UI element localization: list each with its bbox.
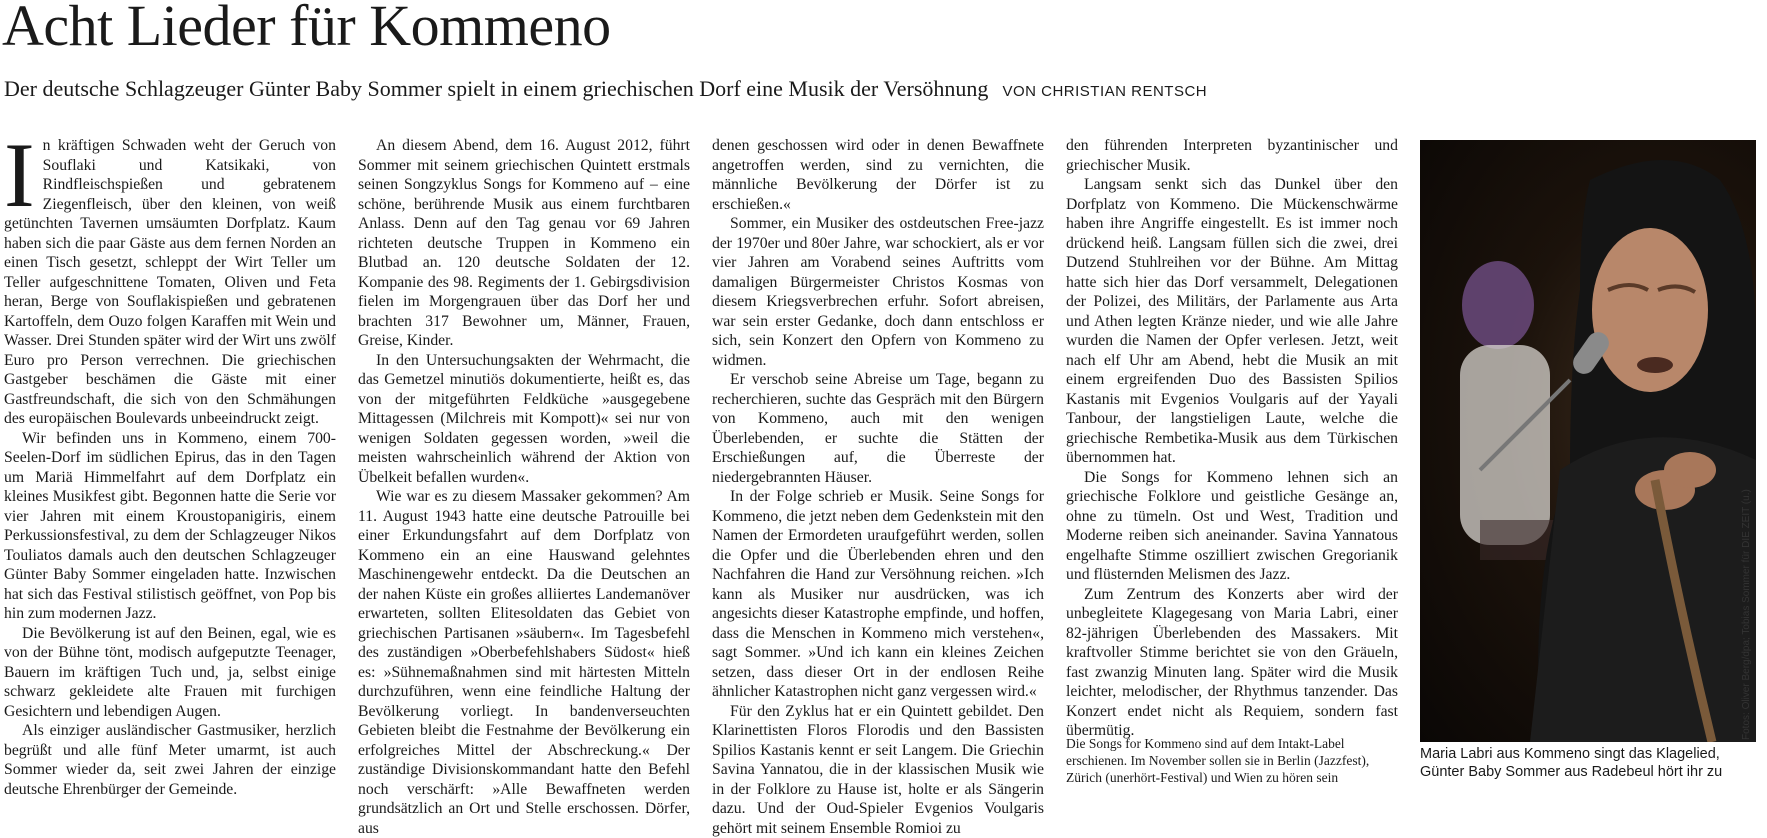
paragraph: Für den Zyklus hat er ein Quintett gebildet. Den Klarinettisten Floros Florodis und den Bassisten Spilios Kastanis kennt er seit Langem. Die Griechin Savina Yannatou, die in der klassischen Musik wie in der Folklore zu Hause ist, holte er als Sängerin dazu. Und der Oud-Spieler Evgenios Voulgaris gehört mit seinem Ensemble Romioi zu bbox=[712, 702, 1044, 838]
photo-illustration bbox=[1420, 140, 1756, 742]
paragraph: Wie war es zu diesem Massaker gekommen? Am 11. August 1943 hatte eine deutsche Patrouille bei einer Erkundungsfahrt auf dem Dorfplatz von Kommeno ein an eine Hauswand gelehntes Maschinengewehr entdeckt. Da die Deutschen an der nahen Küste ein großes alliiertes Landemanöver erwarteten, sollten Elitesoldaten das Gebiet von griechischen Partisanen »säubern«. Im Tagesbefehl des zuständigen »Oberbefehlshabers Südost« hieß es: »Sühnemaßnahmen sind mit härtesten Mitteln durchzuführen, wenn eine feindliche Haltung der Bevölkerung vorliegt. In bandenverseuchten Gebieten bleibt die Festnahme der Bevölkerung ein erfolgreiches Mittel der Abschreckung.« Der zuständige Divisionskommandant hatte den Befehl noch verschärft: »Alle Bewaffneten werden grundsätzlich an Ort und Stelle erschossen. Dörfer, aus bbox=[358, 487, 690, 838]
paragraph: Die Bevölkerung ist auf den Beinen, egal, wie es von der Bühne tönt, modisch aufgeputzte Teenager, Bauern im kräftigen Tuch und, ja, selbst einige schwarz gekleidete alte Frauen mit furchigen Gesichtern und lebendigen Augen. bbox=[4, 624, 336, 722]
paragraph: Langsam senkt sich das Dunkel über den Dorfplatz von Kommeno. Die Mückenschwärme haben ihre Angriffe eingestellt. Es ist immer noch drückend heiß. Langsam füllen sich die zwei, drei Dutzend Stuhlreihen vor der Bühne. Am Mittag hatte sich hier das Dorf versammelt, Delegationen der Polizei, des Militärs, der Parlamente aus Arta und Athen legten Kränze nieder, und wie alle Jahre wurden die Namen der Opfer verlesen. Jetzt, weit nach elf Uhr am Abend, hebt die Musik an mit einem ergreifenden Duo des Bassisten Spilios Kastanis mit Evgenios Voulgaris auf der Yayali Tanbour, der langstieligen Laute, welche die griechische Rembetika-Musik aus dem Türkischen übernommen hat. bbox=[1066, 175, 1398, 468]
article-photo bbox=[1420, 140, 1756, 742]
album-footnote: Die Songs for Kommeno sind auf dem Intakt-Label erschienen. Im November sollen sie in Berlin (Jazzfest), Zürich (unerhört-Festival) und Wien zu hören sein bbox=[1066, 735, 1398, 786]
photo-credit bbox=[1741, 724, 1767, 740]
paragraph: n kräftigen Schwaden weht der Geruch von Souflaki und Katsikaki, von Rindfleischspießen und gebratenem Ziegenfleisch, über den kleinen, von weiß getünchten Tavernen umsäumten Dorfplatz. Kaum haben sich die paar Gäste aus dem fernen Norden an einen Tisch gesetzt, schleppt der Wirt Teller um Teller aufgeschnittene Tomaten, Oliven und Feta heran, Berge von Souflakispießen und gebratenen Kartoffeln, dem Ouzo folgen Karaffen mit Wein und Wasser. Drei Stunden später wird der Wirt uns zwölf Euro pro Person verrechnen. Die griechischen Gastgeber beschämen die Gäste mit einer Gastfreundschaft, die sich von den Schmähungen des europäischen Boulevards unbeeindruckt zeigt. bbox=[4, 136, 336, 429]
headline: Acht Lieder für Kommeno bbox=[2, 0, 611, 58]
paragraph: Als einziger ausländischer Gastmusiker, herzlich begrüßt und alle fünf Meter umarmt, ist auch Sommer wieder da, seit zwei Jahren der einzige deutsche Ehrenbürger der Gemeinde. bbox=[4, 721, 336, 799]
photo-caption: Maria Labri aus Kommeno singt das Klagelied, Günter Baby Sommer aus Radebeul hört ihr zu bbox=[1420, 745, 1765, 781]
paragraph: Zum Zentrum des Konzerts aber wird der unbegleitete Klagegesang von Maria Labri, einer 82-jährigen Überlebenden des Massakers. Mit kraftvoller Stimme berichtet sie von den Gräueln, fast zwanzig Minuten lang. Später wird die Musik leichter, melodischer, der Rhythmus tanzender. Das Konzert endet nicht als Requiem, sondern fast übermütig. bbox=[1066, 585, 1398, 741]
paragraph: Sommer, ein Musiker des ostdeutschen Free-jazz der 1970er und 80er Jahre, war schockiert, als er vor vier Jahren am Vorabend seines Auftritts vom damaligen Bürgermeister Christos Kosmas von diesem Kriegsverbrechen erfuhr. Sofort abreisen, war sein erster Gedanke, doch dann entschloss er sich, sein Konzert den Opfern von Kommeno zu widmen. bbox=[712, 214, 1044, 370]
paragraph: In der Folge schrieb er Musik. Seine Songs for Kommeno, die jetzt neben dem Gedenkstein mit den Namen der Ermordeten uraufgeführt werden, sollen die Opfer und die Überlebenden ehren und den Nachfahren die Hand zur Versöhnung reichen. »Ich kann als Musiker nur ausdrücken, was ich angesichts dieser Katastrophe empfinde, und hoffen, dass die Menschen in Kommeno mich verstehen«, sagt Sommer. »Und ich kann ein kleines Zeichen setzen, dass dieser Ort in der endlosen Reihe ähnlicher Katastrophen nicht ganz vergessen wird.« bbox=[712, 487, 1044, 702]
subheadline: Der deutsche Schlagzeuger Günter Baby Sommer spielt in einem griechischen Dorf eine Musik der Versöhnung bbox=[4, 76, 988, 101]
hands bbox=[1664, 452, 1716, 488]
article-column-4 bbox=[1066, 136, 1398, 731]
paragraph: An diesem Abend, dem 16. August 2012, führt Sommer mit seinem griechischen Quintett erstmals seinen Songzyklus Songs for Kommeno auf – eine schöne, berührende Musik aus einem furchtbaren Anlass. Denn auf den Tag genau vor 69 Jahren richteten deutsche Truppen in Kommeno ein Blutbad an. 120 deutsche Soldaten der 12. Kompanie des 98. Regiments der 1. Gebirgsdivision fielen im Morgengrauen über das Dorf her und brachten 317 Bewohner um, Männer, Frauen, Greise, Kinder. bbox=[358, 136, 690, 351]
paragraph: den führenden Interpreten byzantinischer und griechischer Musik. bbox=[1066, 136, 1398, 175]
paragraph: denen geschossen wird oder in denen Bewaffnete angetroffen werden, sind zu vernichten, die männliche Bevölkerung der Dörfer ist zu erschießen.« bbox=[712, 136, 1044, 214]
mouth bbox=[1637, 357, 1673, 373]
article-column-2 bbox=[358, 136, 690, 786]
paragraph: In den Untersuchungsakten der Wehrmacht, die das Gemetzel minutiös dokumentierte, heißt es, das von der mitgeführten Feldküche »ausgegebene Mittagessen (Milchreis mit Kompott)« sei nur von wenigen Soldaten gegessen worden, »weil die meisten wahrscheinlich während der Aktion von Übelkeit befallen wurden«. bbox=[358, 351, 690, 488]
byline: VON CHRISTIAN RENTSCH bbox=[1002, 83, 1207, 100]
drop-cap: I bbox=[4, 138, 35, 212]
background-musician-head bbox=[1462, 261, 1534, 349]
article-column-1 bbox=[4, 136, 336, 786]
paragraph: Die Songs for Kommeno lehnen sich an griechische Folklore und geistliche Gesänge an, ohne zu tümeln. Ost und West, Tradition und Moderne reiben sich aneinander. Savina Yannatous engelhafte Stimme oszilliert zwischen Gregorianik und flüsternden Melismen des Jazz. bbox=[1066, 468, 1398, 585]
subheadline-row bbox=[4, 76, 1207, 102]
paragraph: Er verschob seine Abreise um Tage, begann zu recherchieren, suchte das Gespräch mit den Bürgern von Kommeno, auch mit den wenigen Überlebenden, er suchte die Stätten der Erschießungen auf, die Überreste der niedergebrannten Häuser. bbox=[712, 370, 1044, 487]
article-column-3 bbox=[712, 136, 1044, 786]
paragraph: Wir befinden uns in Kommeno, einem 700-Seelen-Dorf im südlichen Epirus, das in den Tagen um Mariä Himmelfahrt auf dem Dorfplatz ein kleines Musikfest gibt. Begonnen hatte die Serie vor vier Jahren mit einem Kroustopanigiris, einem Perkussionsfestival, zu dem der Schlagzeuger Nikos Touliatos damals auch den deutschen Schlagzeuger Günter Baby Sommer eingeladen hatte. Inzwischen hat sich das Festival stilistisch geöffnet, von Pop bis hin zum modernen Jazz. bbox=[4, 429, 336, 624]
